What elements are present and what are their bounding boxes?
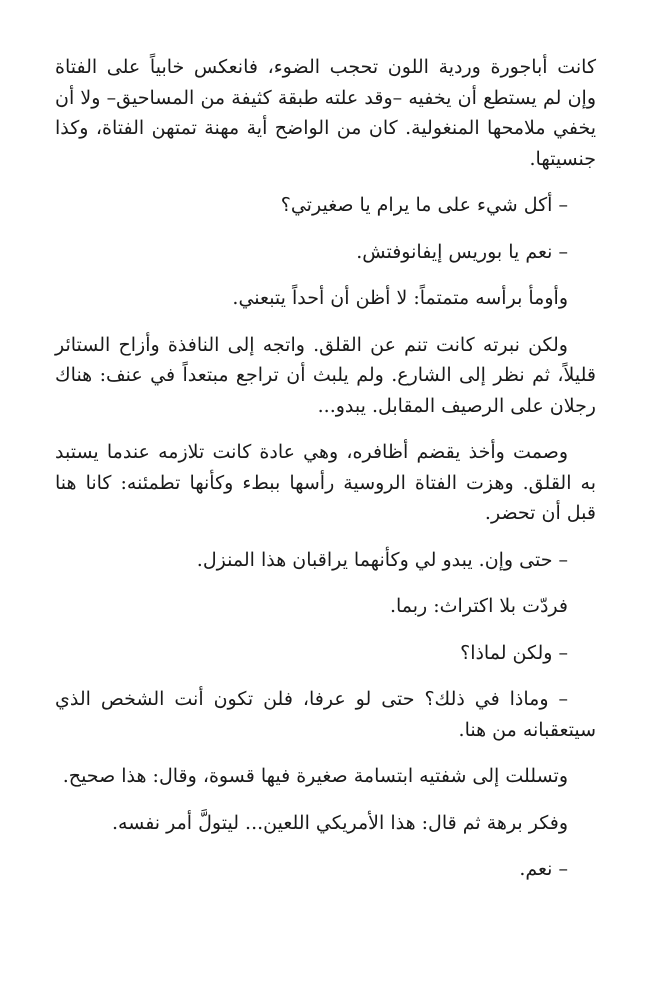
paragraph-6: وتسللت إلى شفتيه ابتسامة صغيرة فيها قسوة، وقال: هذا صحيح. xyxy=(62,765,568,787)
dialogue-line-2: – نعم يا بوريس إيفانوفتش. xyxy=(356,240,568,263)
paragraph-1: كانت أباجورة وردية اللون تحجب الضوء، فانعكس خابياً على الفتاة وإن لم يستطع أن يخفيه –وقد علته طبقة كثيفة من المساحيق– ولا أن يخفي ملامحها المنغولية. كان من الواضح أية مهنة تمتهن الفتاة، وكذا جنسيتها. xyxy=(55,56,596,170)
book-page xyxy=(55,52,596,901)
dialogue-line-3: – حتى وإن. يبدو لي وكأنهما يراقبان هذا المنزل. xyxy=(196,548,568,571)
paragraph-5: فردّت بلا اكتراث: ربما. xyxy=(389,595,568,617)
paragraph-2: وأومأ برأسه متمتماً: لا أظن أن أحداً يتبعني. xyxy=(232,287,568,309)
dialogue-line-1: – أكل شيء على ما يرام يا صغيرتي؟ xyxy=(280,194,568,216)
dialogue-line-6: – نعم. xyxy=(519,858,568,880)
dialogue-line-5: – وماذا في ذلك؟ حتى لو عرفا، فلن تكون أنت الشخص الذي سيتعقبانه من هنا. xyxy=(55,688,596,741)
paragraph-3: ولكن نبرته كانت تنم عن القلق. واتجه إلى النافذة وأزاح الستائر قليلاً، ثم نظر إلى الشارع. ولم يلبث أن تراجع مبتعداً في عنف: هناك رجلان على الرصيف المقابل. يبدو... xyxy=(55,333,596,417)
paragraph-7: وفكر برهة ثم قال: هذا الأمريكي اللعين... ليتولَّ أمر نفسه. xyxy=(112,811,568,834)
paragraph-4: وصمت وأخذ يقضم أظافره، وهي عادة كانت تلازمه عندما يستبد به القلق. وهزت الفتاة الروسية رأسها ببطء وكأنها تطمئنه: كانا هنا قبل أن تحضر. xyxy=(55,441,596,524)
dialogue-line-4: – ولكن لماذا؟ xyxy=(460,641,568,664)
